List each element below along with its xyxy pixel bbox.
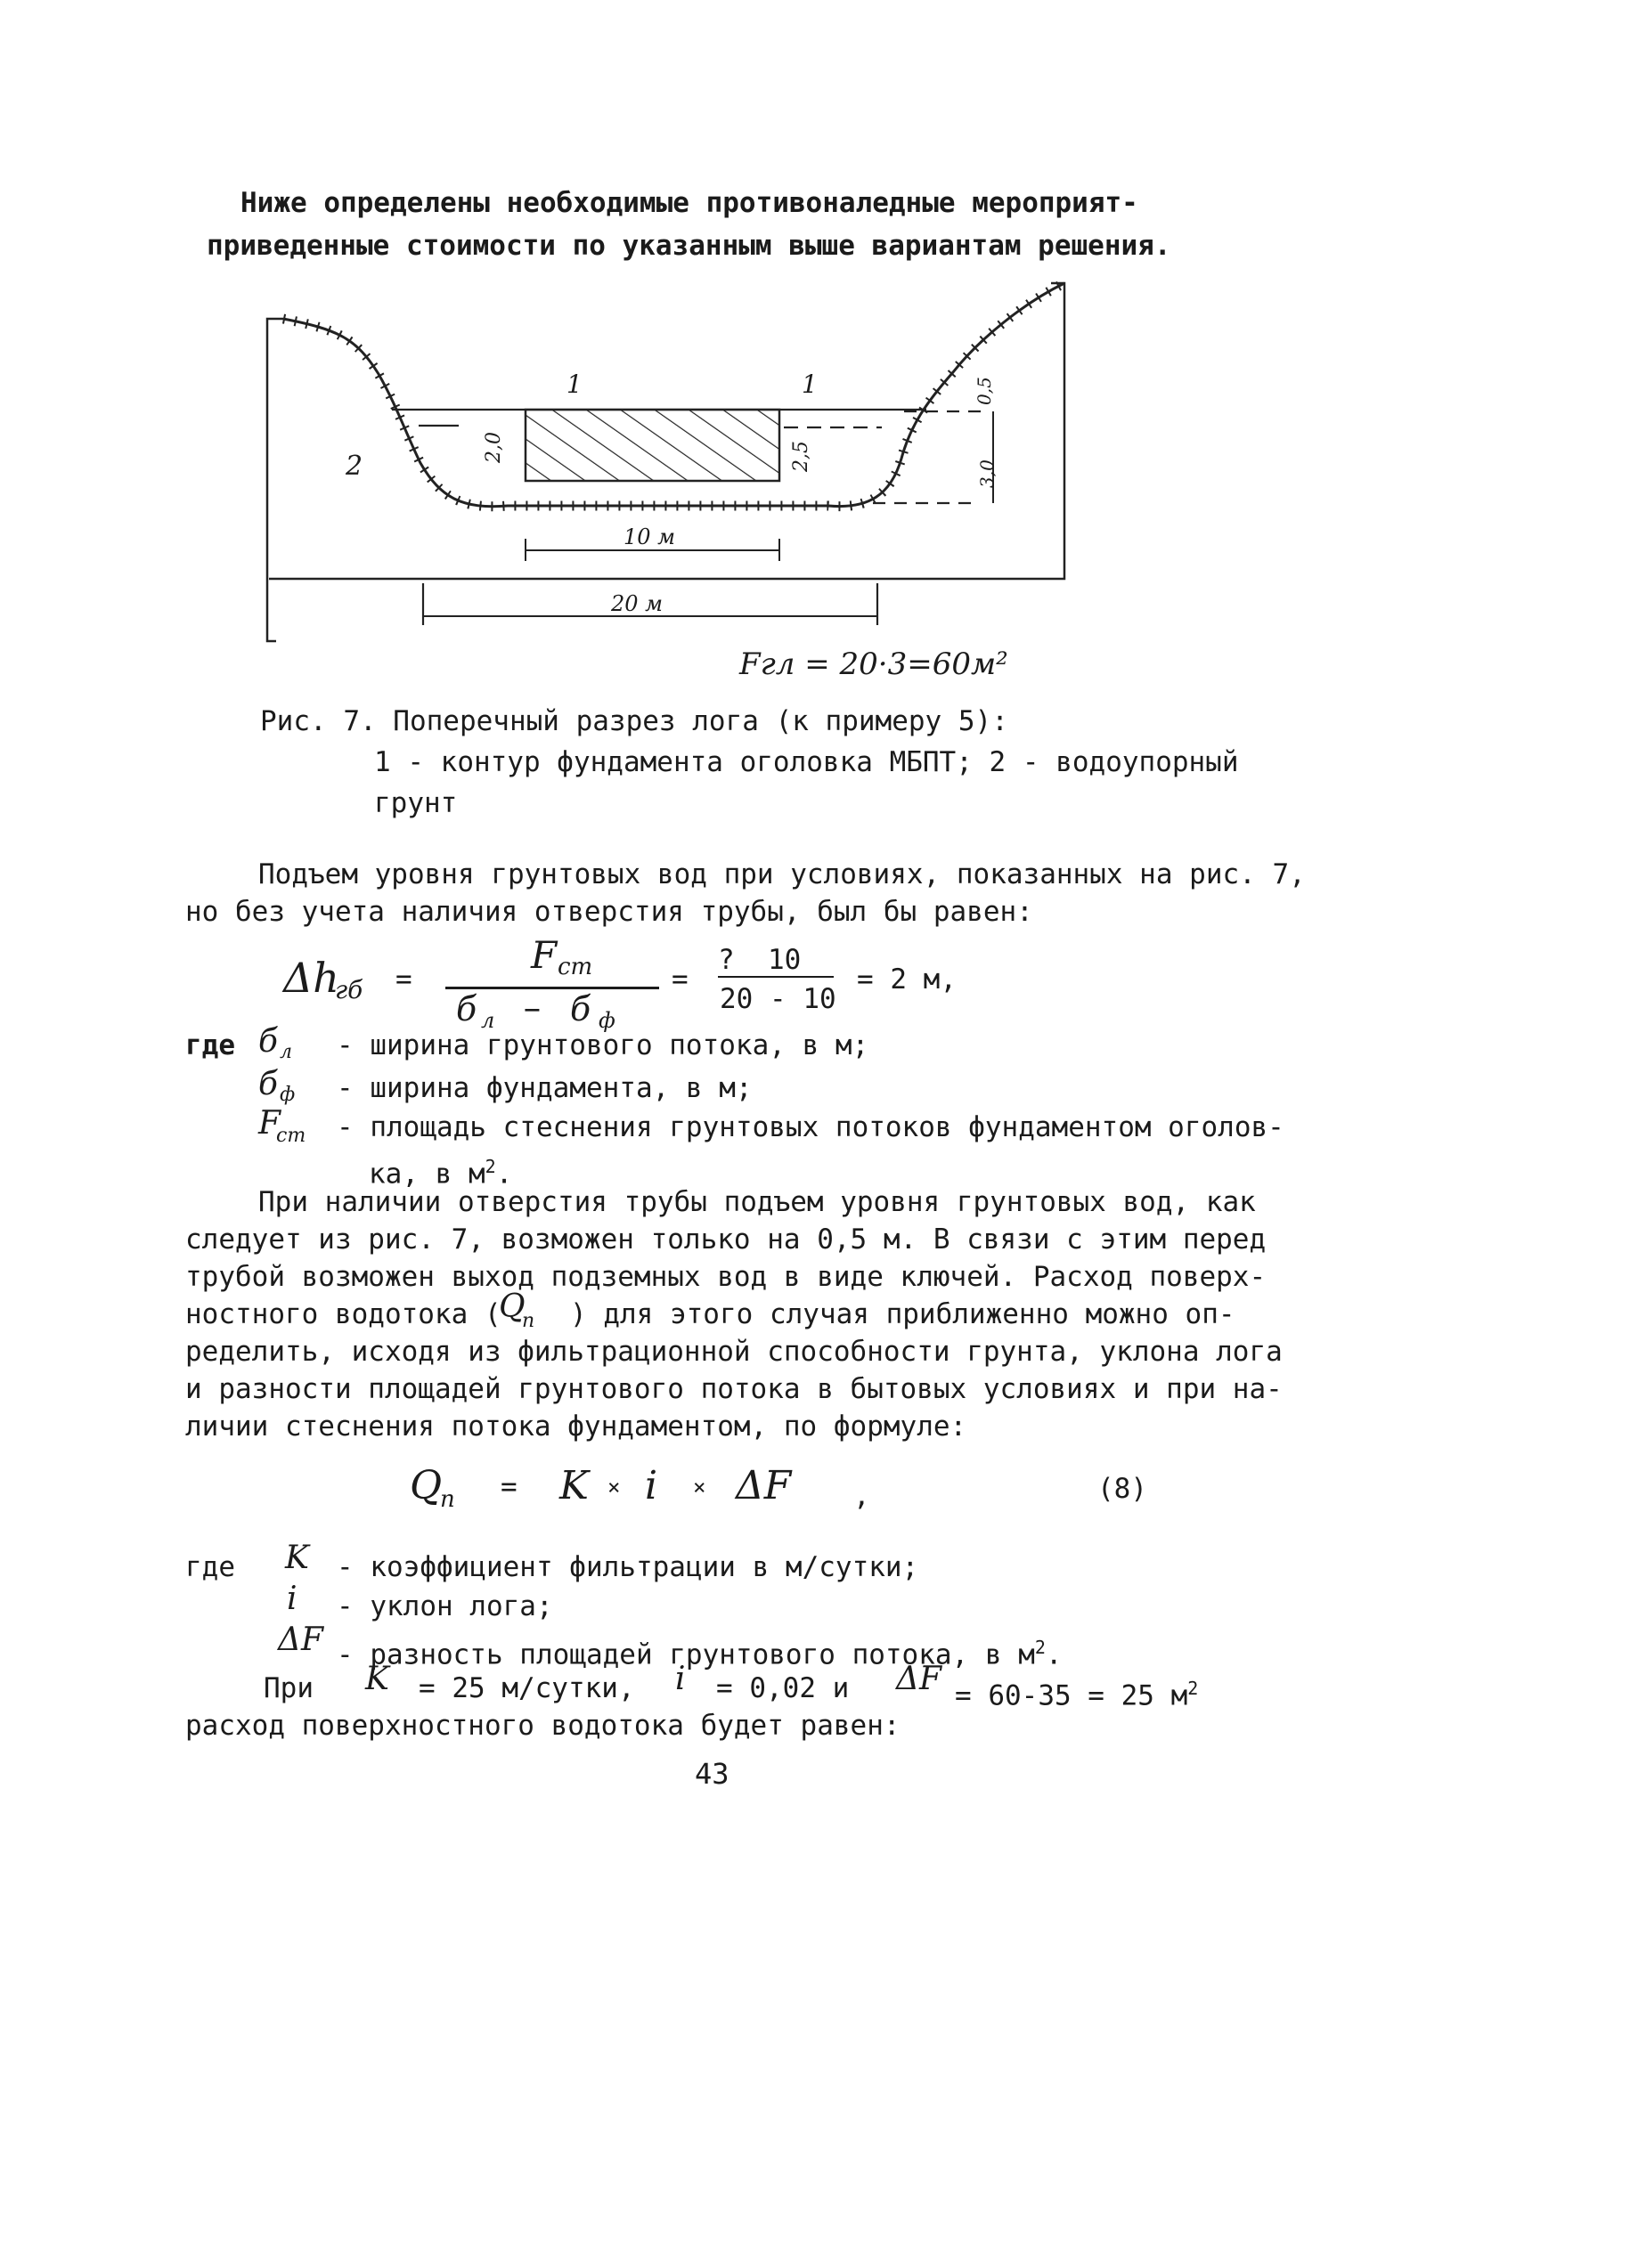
defs1-desc-2: - ширина фундамента, в м; <box>337 1072 753 1104</box>
foundation-contour <box>526 410 779 481</box>
label-soil-2: 2 <box>346 451 363 482</box>
para2-line-4b: ) для этого случая приближенно можно оп- <box>570 1298 1235 1330</box>
defs2-symbol-3: ΔF <box>278 1622 323 1658</box>
defs1-symbol-1: б <box>258 1023 278 1060</box>
defs1-desc-3: - площадь стеснения грунтовых потоков фундаментом оголов- <box>337 1111 1284 1143</box>
para2-line-7: личии стеснения потока фундаментом, по формуле: <box>185 1410 967 1443</box>
defs2-desc-3: - разность площадей грунтового потока, в $м^2$. <box>337 1637 1063 1671</box>
intro-line-2: приведенные стоимости по указанным выше вариантам решения. <box>207 230 1171 262</box>
fraction-bar-2 <box>718 976 834 978</box>
defs2-desc-1: - коэффициент фильтрации в м/сутки; <box>337 1551 919 1583</box>
para2-line-6: и разности площадей грунтового потока в бытовых условиях и при на- <box>185 1373 1283 1405</box>
para3-k-value: = 25 м/сутки, <box>419 1672 635 1704</box>
para3-df-value: = 60-35 = 25 $м^2$ <box>955 1678 1199 1712</box>
defs1-symbol-2: б <box>258 1066 278 1102</box>
defs1-desc-1: - ширина грунтового потока, в м; <box>337 1029 869 1061</box>
para2-symbol-q: Q <box>499 1288 526 1325</box>
area-formula: Fгл = 20·3=60м² <box>739 646 1008 682</box>
para3-pri: При <box>264 1672 314 1704</box>
para2-line-4a: ностного водотока ( <box>185 1298 501 1330</box>
para1-line-1: Подъем уровня грунтовых вод при условиях, показанных на рис. 7, <box>258 858 1306 890</box>
para3-symbol-df: ΔF <box>896 1661 941 1697</box>
intro-line-1: Ниже определены необходимые противоналедные мероприят- <box>240 187 1138 219</box>
defs1-where: где <box>185 1029 235 1061</box>
fraction-bar-1 <box>445 987 659 989</box>
dim-3-0: 3,0 <box>976 459 998 488</box>
defs1-symbol-3: F <box>258 1105 281 1142</box>
dim-2-5: 2,5 <box>790 441 812 472</box>
figure-caption-line-2: 1 - контур фундамента оголовка МБПТ; 2 - водоупорный <box>374 746 1239 778</box>
figure-caption-line-1: Рис. 7. Поперечный разрез лога (к примеру 5): <box>260 705 1008 737</box>
defs2-where: где <box>185 1551 235 1583</box>
defs1-symbol-3-sub: ст <box>276 1125 306 1147</box>
defs1-symbol-1-sub: л <box>280 1041 293 1063</box>
para2-symbol-q-sub: п <box>522 1310 535 1332</box>
defs2-symbol-2: i <box>287 1581 297 1617</box>
para3-i-value: = 0,02 и <box>716 1672 850 1704</box>
page-number: 43 <box>695 1757 729 1791</box>
defs2-symbol-1: K <box>285 1540 309 1576</box>
label-contour-1a: 1 <box>566 370 583 399</box>
para2-line-2: следует из рис. 7, возможен только на 0,5 м. В связи с этим перед <box>185 1223 1267 1256</box>
para2-line-5: ределить, исходя из фильтрационной способности грунта, уклона лога <box>185 1336 1283 1368</box>
dim-0-5: 0,5 <box>974 377 995 405</box>
defs1-symbol-2-sub: ф <box>280 1084 296 1106</box>
para1-line-2: но без учета наличия отверстия трубы, был бы равен: <box>185 896 1033 928</box>
figure-caption-line-3: грунт <box>374 787 458 819</box>
formula-8-number: (8) <box>1097 1473 1147 1505</box>
dim-10m: 10 м <box>623 524 676 549</box>
defs2-desc-2: - уклон лога; <box>337 1590 553 1622</box>
para3-line-2: расход поверхностного водотока будет равен: <box>185 1710 901 1742</box>
para3-symbol-i: i <box>675 1661 686 1697</box>
dim-2-0-left: 2,0 <box>483 432 505 463</box>
dim-20m: 20 м <box>611 591 664 616</box>
para3-symbol-k: K <box>365 1661 389 1697</box>
para2-line-1: При наличии отверстия трубы подъем уровня грунтовых вод, как <box>258 1186 1256 1218</box>
para2-line-3: трубой возможен выход подземных вод в виде ключей. Расход поверх- <box>185 1261 1267 1293</box>
label-contour-1b: 1 <box>802 370 818 399</box>
defs1-desc-3-cont: ка, в $м^2$. <box>369 1156 513 1191</box>
